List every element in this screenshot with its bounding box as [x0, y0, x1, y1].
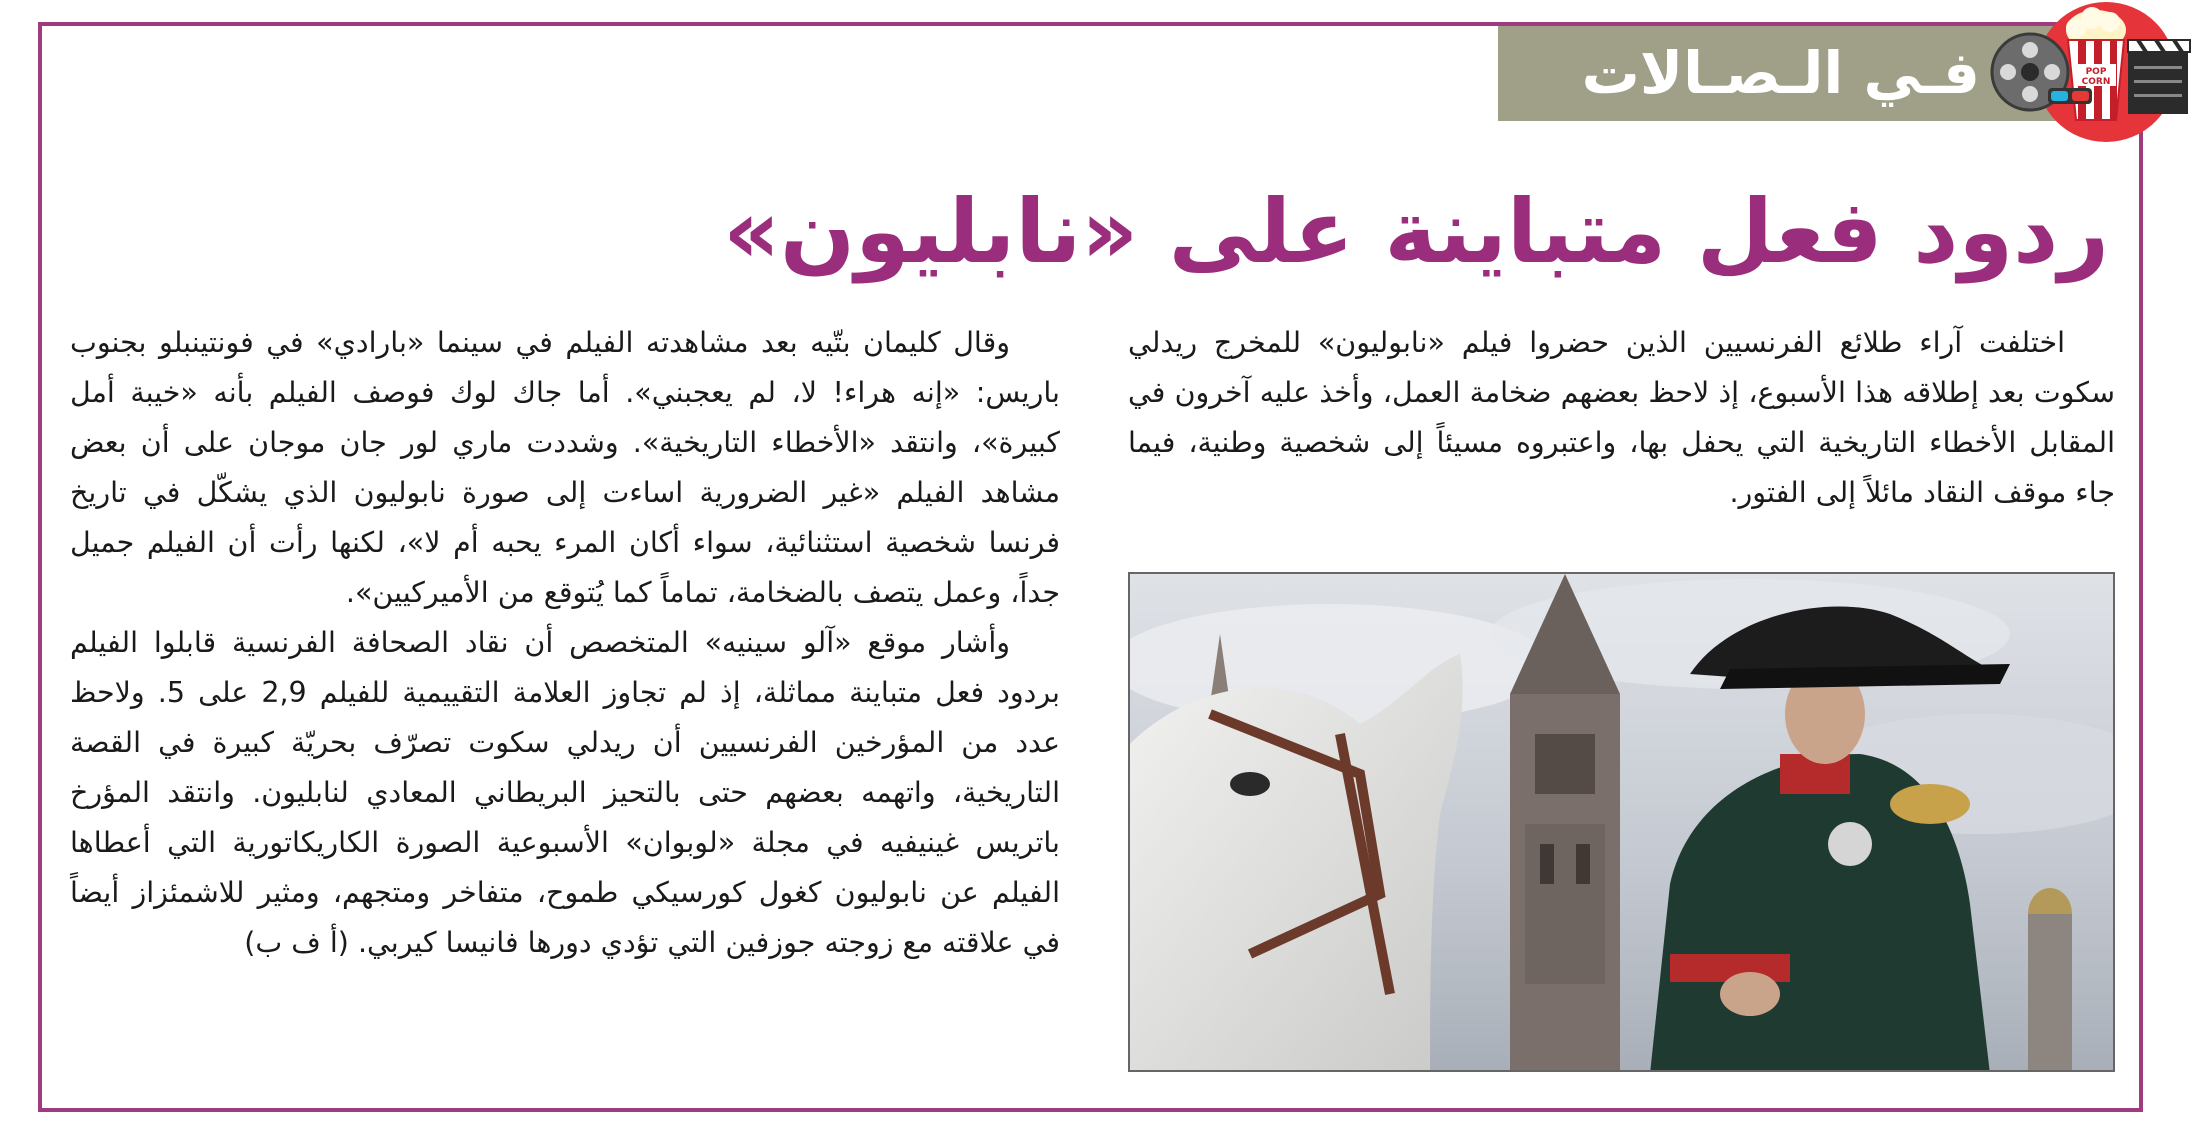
body-paragraph-1: وقال كليمان بتّيه بعد مشاهدته الفيلم في سينما «بارادي» في فونتينبلو بجنوب باريس: «إنه هراء! لا، لم يعجبني». أما جاك لوك فوصف الفيلم بأنه «خيبة أمل كبيرة»، وانتقد «الأخطاء التاريخية». وشددت ماري لور جان موجان على أن بعض مشاهد الفيلم «غير الضرورية اساءت إلى صورة نابوليون الذي يشكّل في تاريخ فرنسا شخصية استثنائية، سواء أكان المرء يحبه أم لا»، لكنها رأت أن الفيلم جميل جداً، وعمل يتصف بالضخامة، تماماً كما يُتوقع من الأميركيين».	[70, 326, 1060, 609]
clapperboard-icon	[2128, 40, 2190, 114]
section-title: فـي الـصـالات	[1581, 39, 1980, 107]
article-photo	[1128, 572, 2115, 1072]
article-headline: ردود فعل متباينة على «نابليون»	[723, 180, 2109, 283]
3d-glasses-icon	[2048, 88, 2092, 104]
popcorn-film-reel-clapperboard-icon	[1988, 0, 2193, 152]
napoleon-on-white-horse-photo	[1130, 574, 2113, 1070]
white-horse-icon	[1130, 654, 1463, 1070]
article-intro	[1128, 318, 2115, 518]
svg-text:CORN: CORN	[2081, 77, 2111, 87]
intro-paragraph: اختلفت آراء طلائع الفرنسيين الذين حضروا فيلم «نابوليون» للمخرج ريدلي سكوت بعد إطلاقه هذا الأسبوع، إذ لاحظ بعضهم ضخامة العمل، وأخذ عليه آخرون في المقابل الأخطاء التاريخية التي يحفل بها، واعتبروه مسيئاً إلى شخصية وطنية، فيما جاء موقف النقاد مائلاً إلى الفتور.	[1128, 326, 2115, 509]
body-paragraph-2: وأشار موقع «آلو سينيه» المتخصص أن نقاد الصحافة الفرنسية قابلوا الفيلم بردود فعل متباينة مماثلة، إذ لم تجاوز العلامة التقييمية للفيلم 2,9 على 5. ولاحظ عدد من المؤرخين الفرنسيين أن ريدلي سكوت تصرّف بحريّة كبيرة في القصة التاريخية، واتهمه بعضهم حتى بالتحيز البريطاني المعادي لنابليون. وانتقد المؤرخ باتريس غينيفيه في مجلة «لوبوان» الأسبوعية الصورة الكاريكاتورية التي أعطاها الفيلم عن نابوليون كغول كورسيكي طموح، متفاخر ومتجهم، ومثير للاشمئزاز أيضاً في علاقته مع زوجته جوزفين التي تؤدي دورها فانيسا كيربي. (أ ف ب)	[70, 626, 1060, 959]
article-body	[70, 318, 1060, 968]
svg-text:POP: POP	[2085, 67, 2107, 77]
